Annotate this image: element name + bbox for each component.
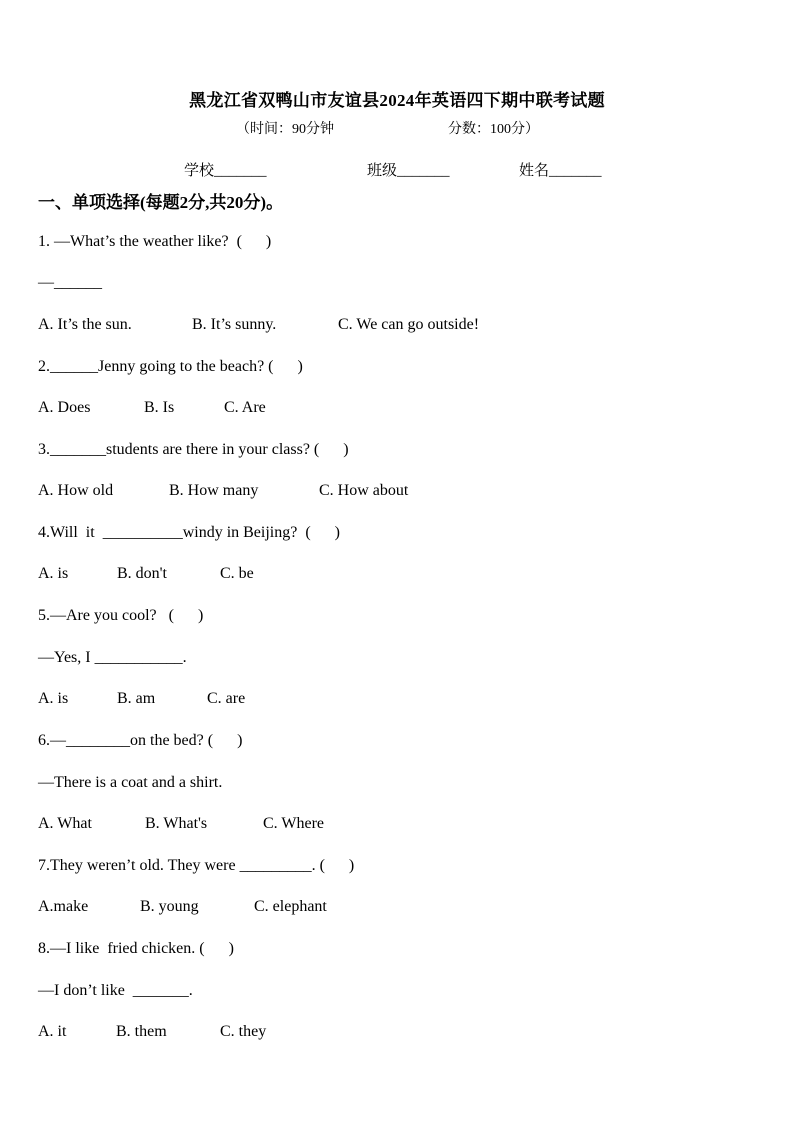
option-c: C. How about xyxy=(319,482,409,499)
exam-time: （时间：90分钟 xyxy=(236,122,334,137)
school-field: 学校_______ xyxy=(184,163,267,179)
option-a: A. Does xyxy=(38,399,91,416)
question-6-answer-line: —There is a coat and a shirt. xyxy=(38,774,223,791)
option-a: A. How old xyxy=(38,482,114,499)
question-7-stem: 7.They weren’t old. They were _________. ( ) xyxy=(38,857,355,874)
question-6-stem: 6.—________on the bed? ( ) xyxy=(38,732,243,749)
option-a: A. is xyxy=(38,690,69,707)
option-c: C. be xyxy=(220,565,254,582)
option-b: B. How many xyxy=(169,482,259,499)
option-b: B. Is xyxy=(144,399,175,416)
option-a: A.make xyxy=(38,898,89,915)
option-a: A. is xyxy=(38,565,69,582)
question-5-stem: 5.—Are you cool? ( ) xyxy=(38,607,204,624)
question-2-stem: 2.______Jenny going to the beach? ( ) xyxy=(38,358,303,375)
option-c: C. Where xyxy=(263,815,325,832)
option-a: A. What xyxy=(38,815,92,832)
option-c: C. elephant xyxy=(254,898,327,915)
option-c: C. Are xyxy=(224,399,266,416)
question-8-stem: 8.—I like fried chicken. ( ) xyxy=(38,940,234,957)
option-b: B. am xyxy=(117,690,156,707)
option-a: A. it xyxy=(38,1023,67,1040)
question-1-answer-line: —______ xyxy=(38,274,102,291)
page-title: 黑龙江省双鸭山市友谊县2024年英语四下期中联考试题 xyxy=(189,91,605,110)
option-b: B. young xyxy=(140,898,199,915)
option-a: A. It’s the sun. xyxy=(38,316,132,333)
exam-score: 分数：100分） xyxy=(448,122,539,137)
question-5-answer-line: —Yes, I ___________. xyxy=(38,649,187,666)
option-b: B. don't xyxy=(117,565,167,582)
option-c: C. We can go outside! xyxy=(338,316,480,333)
option-b: B. It’s sunny. xyxy=(192,316,277,333)
question-8-answer-line: —I don’t like _______. xyxy=(38,982,193,999)
option-b: B. them xyxy=(116,1023,167,1040)
question-4-stem: 4.Will it __________windy in Beijing? ( ) xyxy=(38,524,340,541)
option-c: C. they xyxy=(220,1023,267,1040)
question-1-stem: 1. —What’s the weather like? ( ) xyxy=(38,233,272,250)
option-c: C. are xyxy=(207,690,246,707)
question-3-stem: 3._______students are there in your class? ( ) xyxy=(38,441,349,458)
option-b: B. What's xyxy=(145,815,208,832)
section-heading: 一、单项选择(每题2分,共20分)。 xyxy=(38,193,284,212)
name-field: 姓名_______ xyxy=(519,163,602,179)
class-field: 班级_______ xyxy=(367,163,450,179)
